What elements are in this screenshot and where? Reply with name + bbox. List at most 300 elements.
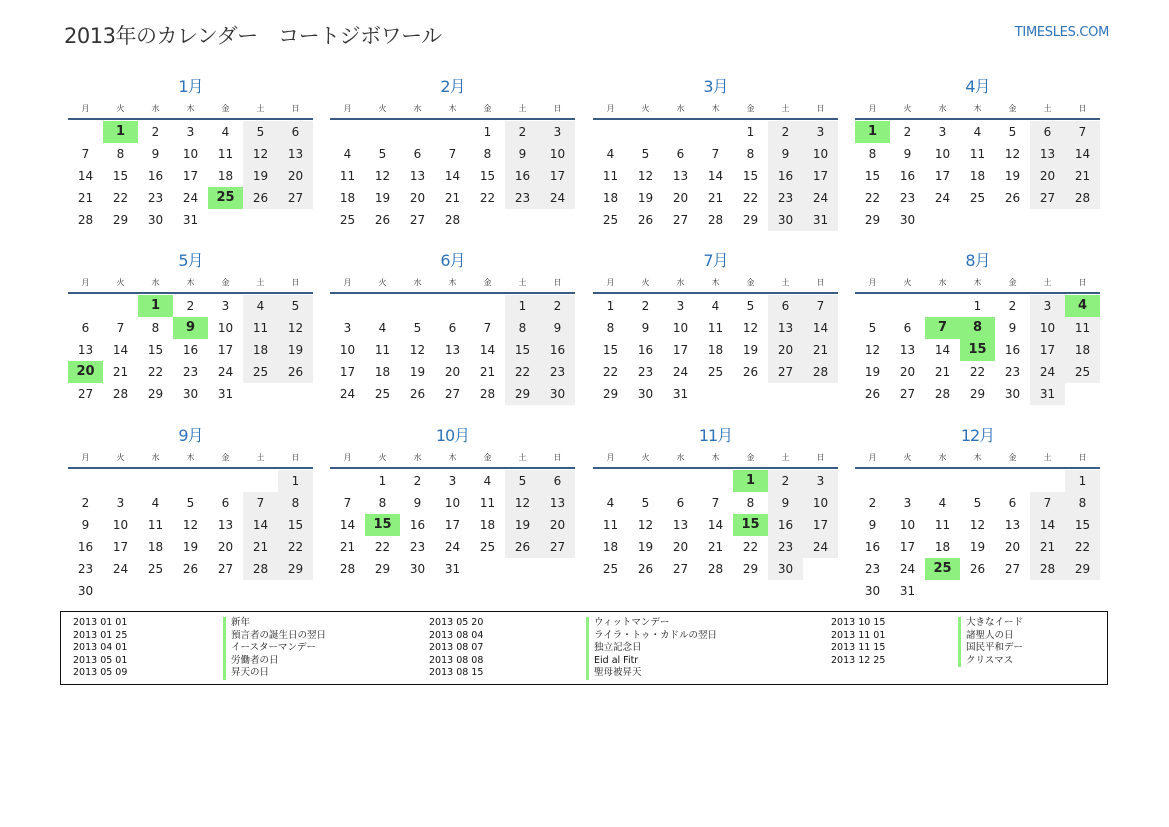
day-cell[interactable]: 6	[81, 321, 90, 335]
day-cell[interactable]: 8	[960, 317, 995, 339]
day-cell[interactable]: 26	[374, 213, 391, 227]
day-cell[interactable]: 1	[378, 474, 387, 488]
day-cell[interactable]: 8	[746, 496, 755, 510]
day-cell[interactable]: 15	[864, 169, 881, 183]
day-cell[interactable]: 27	[1030, 187, 1065, 209]
day-cell[interactable]: 13	[217, 518, 234, 532]
day-cell[interactable]: 5	[641, 496, 650, 510]
day-cell[interactable]: 3	[116, 496, 125, 510]
day-cell[interactable]: 17	[112, 540, 129, 554]
day-cell[interactable]: 20	[409, 191, 426, 205]
day-cell[interactable]: 16	[899, 169, 916, 183]
day-cell[interactable]: 13	[768, 317, 803, 339]
day-cell[interactable]: 28	[77, 213, 94, 227]
day-cell[interactable]: 3	[221, 299, 230, 313]
day-cell[interactable]: 28	[112, 387, 129, 401]
day-cell[interactable]: 22	[278, 536, 313, 558]
day-cell[interactable]: 22	[742, 191, 759, 205]
day-cell[interactable]: 9	[173, 317, 208, 339]
day-cell[interactable]: 30	[540, 383, 575, 405]
day-cell[interactable]: 19	[374, 191, 391, 205]
day-cell[interactable]: 9	[505, 143, 540, 165]
day-cell[interactable]: 30	[147, 213, 164, 227]
day-cell[interactable]: 27	[217, 562, 234, 576]
day-cell[interactable]: 15	[733, 514, 768, 536]
day-cell[interactable]: 15	[1065, 514, 1100, 536]
day-cell[interactable]: 15	[960, 339, 995, 361]
day-cell[interactable]: 27	[768, 361, 803, 383]
day-cell[interactable]: 5	[278, 295, 313, 317]
day-cell[interactable]: 25	[707, 365, 724, 379]
day-cell[interactable]: 10	[182, 147, 199, 161]
day-cell[interactable]: 3	[803, 121, 838, 143]
day-cell[interactable]: 30	[409, 562, 426, 576]
day-cell[interactable]: 17	[803, 165, 838, 187]
day-cell[interactable]: 20	[672, 191, 689, 205]
day-cell[interactable]: 18	[934, 540, 951, 554]
day-cell[interactable]: 7	[116, 321, 125, 335]
day-cell[interactable]: 23	[147, 191, 164, 205]
day-cell[interactable]: 4	[151, 496, 160, 510]
day-cell[interactable]: 25	[243, 361, 278, 383]
day-cell[interactable]: 1	[746, 125, 755, 139]
day-cell[interactable]: 1	[973, 299, 982, 313]
day-cell[interactable]: 23	[505, 187, 540, 209]
day-cell[interactable]: 29	[374, 562, 391, 576]
day-cell[interactable]: 25	[1065, 361, 1100, 383]
day-cell[interactable]: 10	[1030, 317, 1065, 339]
day-cell[interactable]: 2	[81, 496, 90, 510]
day-cell[interactable]: 23	[768, 536, 803, 558]
day-cell[interactable]: 5	[186, 496, 195, 510]
day-cell[interactable]: 7	[343, 496, 352, 510]
day-cell[interactable]: 19	[637, 191, 654, 205]
day-cell[interactable]: 15	[278, 514, 313, 536]
day-cell[interactable]: 5	[378, 147, 387, 161]
day-cell[interactable]: 1	[483, 125, 492, 139]
day-cell[interactable]: 12	[278, 317, 313, 339]
day-cell[interactable]: 29	[969, 387, 986, 401]
day-cell[interactable]: 12	[374, 169, 391, 183]
day-cell[interactable]: 8	[378, 496, 387, 510]
day-cell[interactable]: 3	[343, 321, 352, 335]
day-cell[interactable]: 21	[339, 540, 356, 554]
day-cell[interactable]: 14	[803, 317, 838, 339]
day-cell[interactable]: 4	[1065, 295, 1100, 317]
day-cell[interactable]: 16	[505, 165, 540, 187]
day-cell[interactable]: 23	[1004, 365, 1021, 379]
day-cell[interactable]: 14	[1030, 514, 1065, 536]
day-cell[interactable]: 3	[803, 470, 838, 492]
day-cell[interactable]: 22	[112, 191, 129, 205]
day-cell[interactable]: 3	[540, 121, 575, 143]
day-cell[interactable]: 13	[540, 492, 575, 514]
day-cell[interactable]: 28	[444, 213, 461, 227]
day-cell[interactable]: 24	[444, 540, 461, 554]
day-cell[interactable]: 31	[182, 213, 199, 227]
day-cell[interactable]: 18	[602, 191, 619, 205]
day-cell[interactable]: 12	[864, 343, 881, 357]
day-cell[interactable]: 11	[479, 496, 496, 510]
day-cell[interactable]: 27	[672, 213, 689, 227]
day-cell[interactable]: 11	[243, 317, 278, 339]
day-cell[interactable]: 19	[409, 365, 426, 379]
day-cell[interactable]: 1	[505, 295, 540, 317]
day-cell[interactable]: 30	[768, 209, 803, 231]
day-cell[interactable]: 14	[707, 169, 724, 183]
day-cell[interactable]: 22	[479, 191, 496, 205]
day-cell[interactable]: 10	[803, 492, 838, 514]
day-cell[interactable]: 2	[1008, 299, 1017, 313]
day-cell[interactable]: 25	[969, 191, 986, 205]
day-cell[interactable]: 13	[278, 143, 313, 165]
day-cell[interactable]: 23	[899, 191, 916, 205]
day-cell[interactable]: 18	[707, 343, 724, 357]
day-cell[interactable]: 16	[409, 518, 426, 532]
day-cell[interactable]: 31	[803, 209, 838, 231]
day-cell[interactable]: 1	[606, 299, 615, 313]
day-cell[interactable]: 17	[217, 343, 234, 357]
day-cell[interactable]: 21	[803, 339, 838, 361]
day-cell[interactable]: 27	[278, 187, 313, 209]
day-cell[interactable]: 21	[112, 365, 129, 379]
day-cell[interactable]: 25	[147, 562, 164, 576]
day-cell[interactable]: 20	[540, 514, 575, 536]
day-cell[interactable]: 25	[602, 213, 619, 227]
day-cell[interactable]: 11	[339, 169, 356, 183]
day-cell[interactable]: 22	[864, 191, 881, 205]
day-cell[interactable]: 28	[479, 387, 496, 401]
day-cell[interactable]: 28	[707, 562, 724, 576]
day-cell[interactable]: 7	[243, 492, 278, 514]
day-cell[interactable]: 11	[1065, 317, 1100, 339]
day-cell[interactable]: 26	[243, 187, 278, 209]
day-cell[interactable]: 1	[733, 470, 768, 492]
day-cell[interactable]: 1	[103, 121, 138, 143]
day-cell[interactable]: 7	[711, 147, 720, 161]
day-cell[interactable]: 8	[1065, 492, 1100, 514]
day-cell[interactable]: 19	[1004, 169, 1021, 183]
day-cell[interactable]: 14	[444, 169, 461, 183]
day-cell[interactable]: 29	[742, 562, 759, 576]
day-cell[interactable]: 3	[448, 474, 457, 488]
day-cell[interactable]: 28	[1030, 558, 1065, 580]
day-cell[interactable]: 23	[77, 562, 94, 576]
day-cell[interactable]: 19	[742, 343, 759, 357]
day-cell[interactable]: 4	[221, 125, 230, 139]
day-cell[interactable]: 10	[803, 143, 838, 165]
day-cell[interactable]: 20	[217, 540, 234, 554]
day-cell[interactable]: 11	[374, 343, 391, 357]
day-cell[interactable]: 19	[864, 365, 881, 379]
day-cell[interactable]: 11	[934, 518, 951, 532]
day-cell[interactable]: 26	[182, 562, 199, 576]
day-cell[interactable]: 13	[899, 343, 916, 357]
day-cell[interactable]: 26	[742, 365, 759, 379]
day-cell[interactable]: 24	[339, 387, 356, 401]
day-cell[interactable]: 24	[934, 191, 951, 205]
day-cell[interactable]: 11	[147, 518, 164, 532]
day-cell[interactable]: 12	[969, 518, 986, 532]
day-cell[interactable]: 22	[505, 361, 540, 383]
day-cell[interactable]: 29	[278, 558, 313, 580]
day-cell[interactable]: 14	[707, 518, 724, 532]
day-cell[interactable]: 30	[768, 558, 803, 580]
day-cell[interactable]: 30	[637, 387, 654, 401]
day-cell[interactable]: 27	[409, 213, 426, 227]
day-cell[interactable]: 12	[182, 518, 199, 532]
day-cell[interactable]: 5	[413, 321, 422, 335]
day-cell[interactable]: 7	[925, 317, 960, 339]
day-cell[interactable]: 14	[112, 343, 129, 357]
day-cell[interactable]: 6	[540, 470, 575, 492]
day-cell[interactable]: 24	[182, 191, 199, 205]
day-cell[interactable]: 12	[505, 492, 540, 514]
day-cell[interactable]: 23	[637, 365, 654, 379]
day-cell[interactable]: 25	[602, 562, 619, 576]
day-cell[interactable]: 11	[969, 147, 986, 161]
day-cell[interactable]: 14	[243, 514, 278, 536]
day-cell[interactable]: 14	[934, 343, 951, 357]
day-cell[interactable]: 27	[540, 536, 575, 558]
day-cell[interactable]: 26	[637, 562, 654, 576]
day-cell[interactable]: 15	[505, 339, 540, 361]
day-cell[interactable]: 9	[81, 518, 90, 532]
day-cell[interactable]: 4	[343, 147, 352, 161]
day-cell[interactable]: 11	[217, 147, 234, 161]
day-cell[interactable]: 18	[217, 169, 234, 183]
day-cell[interactable]: 26	[637, 213, 654, 227]
day-cell[interactable]: 25	[925, 558, 960, 580]
day-cell[interactable]: 23	[540, 361, 575, 383]
day-cell[interactable]: 31	[899, 584, 916, 598]
day-cell[interactable]: 12	[637, 169, 654, 183]
day-cell[interactable]: 6	[221, 496, 230, 510]
day-cell[interactable]: 19	[278, 339, 313, 361]
day-cell[interactable]: 21	[1065, 165, 1100, 187]
day-cell[interactable]: 18	[243, 339, 278, 361]
day-cell[interactable]: 3	[903, 496, 912, 510]
day-cell[interactable]: 13	[672, 169, 689, 183]
day-cell[interactable]: 4	[378, 321, 387, 335]
day-cell[interactable]: 2	[151, 125, 160, 139]
day-cell[interactable]: 26	[1004, 191, 1021, 205]
day-cell[interactable]: 8	[116, 147, 125, 161]
day-cell[interactable]: 4	[606, 496, 615, 510]
day-cell[interactable]: 11	[602, 169, 619, 183]
day-cell[interactable]: 19	[182, 540, 199, 554]
day-cell[interactable]: 28	[243, 558, 278, 580]
day-cell[interactable]: 28	[1065, 187, 1100, 209]
day-cell[interactable]: 21	[1030, 536, 1065, 558]
day-cell[interactable]: 24	[803, 536, 838, 558]
day-cell[interactable]: 21	[707, 540, 724, 554]
day-cell[interactable]: 5	[641, 147, 650, 161]
day-cell[interactable]: 8	[151, 321, 160, 335]
day-cell[interactable]: 11	[707, 321, 724, 335]
day-cell[interactable]: 9	[903, 147, 912, 161]
day-cell[interactable]: 2	[768, 470, 803, 492]
day-cell[interactable]: 31	[444, 562, 461, 576]
day-cell[interactable]: 10	[444, 496, 461, 510]
day-cell[interactable]: 30	[864, 584, 881, 598]
day-cell[interactable]: 2	[641, 299, 650, 313]
day-cell[interactable]: 10	[540, 143, 575, 165]
day-cell[interactable]: 10	[672, 321, 689, 335]
day-cell[interactable]: 4	[711, 299, 720, 313]
day-cell[interactable]: 10	[112, 518, 129, 532]
day-cell[interactable]: 20	[672, 540, 689, 554]
day-cell[interactable]: 15	[147, 343, 164, 357]
day-cell[interactable]: 2	[540, 295, 575, 317]
day-cell[interactable]: 12	[742, 321, 759, 335]
day-cell[interactable]: 7	[1065, 121, 1100, 143]
day-cell[interactable]: 15	[479, 169, 496, 183]
day-cell[interactable]: 5	[746, 299, 755, 313]
day-cell[interactable]: 27	[77, 387, 94, 401]
day-cell[interactable]: 28	[934, 387, 951, 401]
day-cell[interactable]: 15	[365, 514, 400, 536]
day-cell[interactable]: 1	[855, 121, 890, 143]
day-cell[interactable]: 7	[1030, 492, 1065, 514]
day-cell[interactable]: 26	[278, 361, 313, 383]
day-cell[interactable]: 19	[505, 514, 540, 536]
day-cell[interactable]: 5	[505, 470, 540, 492]
day-cell[interactable]: 5	[1008, 125, 1017, 139]
day-cell[interactable]: 17	[934, 169, 951, 183]
day-cell[interactable]: 23	[182, 365, 199, 379]
day-cell[interactable]: 4	[606, 147, 615, 161]
day-cell[interactable]: 8	[505, 317, 540, 339]
day-cell[interactable]: 12	[409, 343, 426, 357]
day-cell[interactable]: 6	[1008, 496, 1017, 510]
day-cell[interactable]: 9	[641, 321, 650, 335]
day-cell[interactable]: 16	[147, 169, 164, 183]
day-cell[interactable]: 12	[243, 143, 278, 165]
day-cell[interactable]: 13	[77, 343, 94, 357]
day-cell[interactable]: 23	[864, 562, 881, 576]
day-cell[interactable]: 29	[864, 213, 881, 227]
day-cell[interactable]: 27	[1004, 562, 1021, 576]
day-cell[interactable]: 12	[637, 518, 654, 532]
day-cell[interactable]: 18	[374, 365, 391, 379]
day-cell[interactable]: 1	[1065, 470, 1100, 492]
day-cell[interactable]: 23	[768, 187, 803, 209]
day-cell[interactable]: 13	[409, 169, 426, 183]
day-cell[interactable]: 25	[208, 187, 243, 209]
day-cell[interactable]: 18	[147, 540, 164, 554]
day-cell[interactable]: 18	[479, 518, 496, 532]
day-cell[interactable]: 2	[868, 496, 877, 510]
day-cell[interactable]: 26	[969, 562, 986, 576]
day-cell[interactable]: 29	[602, 387, 619, 401]
day-cell[interactable]: 9	[540, 317, 575, 339]
day-cell[interactable]: 11	[602, 518, 619, 532]
day-cell[interactable]: 7	[711, 496, 720, 510]
day-cell[interactable]: 13	[672, 518, 689, 532]
day-cell[interactable]: 2	[413, 474, 422, 488]
day-cell[interactable]: 10	[339, 343, 356, 357]
day-cell[interactable]: 25	[374, 387, 391, 401]
day-cell[interactable]: 17	[182, 169, 199, 183]
day-cell[interactable]: 8	[868, 147, 877, 161]
day-cell[interactable]: 18	[602, 540, 619, 554]
day-cell[interactable]: 17	[672, 343, 689, 357]
day-cell[interactable]: 3	[676, 299, 685, 313]
day-cell[interactable]: 22	[147, 365, 164, 379]
day-cell[interactable]: 19	[243, 165, 278, 187]
day-cell[interactable]: 22	[969, 365, 986, 379]
day-cell[interactable]: 28	[707, 213, 724, 227]
day-cell[interactable]: 6	[676, 147, 685, 161]
day-cell[interactable]: 22	[1065, 536, 1100, 558]
day-cell[interactable]: 20	[444, 365, 461, 379]
day-cell[interactable]: 18	[1065, 339, 1100, 361]
day-cell[interactable]: 27	[444, 387, 461, 401]
day-cell[interactable]: 21	[444, 191, 461, 205]
day-cell[interactable]: 28	[803, 361, 838, 383]
day-cell[interactable]: 17	[803, 514, 838, 536]
day-cell[interactable]: 17	[1030, 339, 1065, 361]
day-cell[interactable]: 19	[637, 540, 654, 554]
day-cell[interactable]: 3	[1030, 295, 1065, 317]
day-cell[interactable]: 19	[969, 540, 986, 554]
day-cell[interactable]: 16	[768, 514, 803, 536]
day-cell[interactable]: 8	[606, 321, 615, 335]
day-cell[interactable]: 16	[768, 165, 803, 187]
day-cell[interactable]: 6	[903, 321, 912, 335]
day-cell[interactable]: 1	[278, 470, 313, 492]
day-cell[interactable]: 24	[672, 365, 689, 379]
day-cell[interactable]: 6	[413, 147, 422, 161]
day-cell[interactable]: 20	[68, 361, 103, 383]
day-cell[interactable]: 14	[77, 169, 94, 183]
day-cell[interactable]: 24	[899, 562, 916, 576]
day-cell[interactable]: 16	[77, 540, 94, 554]
day-cell[interactable]: 31	[217, 387, 234, 401]
day-cell[interactable]: 10	[934, 147, 951, 161]
day-cell[interactable]: 2	[186, 299, 195, 313]
day-cell[interactable]: 6	[768, 295, 803, 317]
day-cell[interactable]: 17	[540, 165, 575, 187]
day-cell[interactable]: 28	[339, 562, 356, 576]
day-cell[interactable]: 2	[903, 125, 912, 139]
day-cell[interactable]: 1	[138, 295, 173, 317]
day-cell[interactable]: 21	[479, 365, 496, 379]
day-cell[interactable]: 20	[768, 339, 803, 361]
day-cell[interactable]: 6	[676, 496, 685, 510]
day-cell[interactable]: 26	[409, 387, 426, 401]
day-cell[interactable]: 24	[803, 187, 838, 209]
day-cell[interactable]: 8	[483, 147, 492, 161]
day-cell[interactable]: 27	[672, 562, 689, 576]
day-cell[interactable]: 6	[1030, 121, 1065, 143]
day-cell[interactable]: 17	[899, 540, 916, 554]
day-cell[interactable]: 17	[444, 518, 461, 532]
day-cell[interactable]: 7	[803, 295, 838, 317]
day-cell[interactable]: 10	[217, 321, 234, 335]
day-cell[interactable]: 29	[1065, 558, 1100, 580]
day-cell[interactable]: 22	[602, 365, 619, 379]
day-cell[interactable]: 5	[973, 496, 982, 510]
day-cell[interactable]: 29	[742, 213, 759, 227]
day-cell[interactable]: 20	[1004, 540, 1021, 554]
day-cell[interactable]: 25	[479, 540, 496, 554]
site-link[interactable]: TIMESLES.COM	[1014, 25, 1109, 40]
day-cell[interactable]: 18	[969, 169, 986, 183]
day-cell[interactable]: 16	[637, 343, 654, 357]
day-cell[interactable]: 27	[899, 387, 916, 401]
